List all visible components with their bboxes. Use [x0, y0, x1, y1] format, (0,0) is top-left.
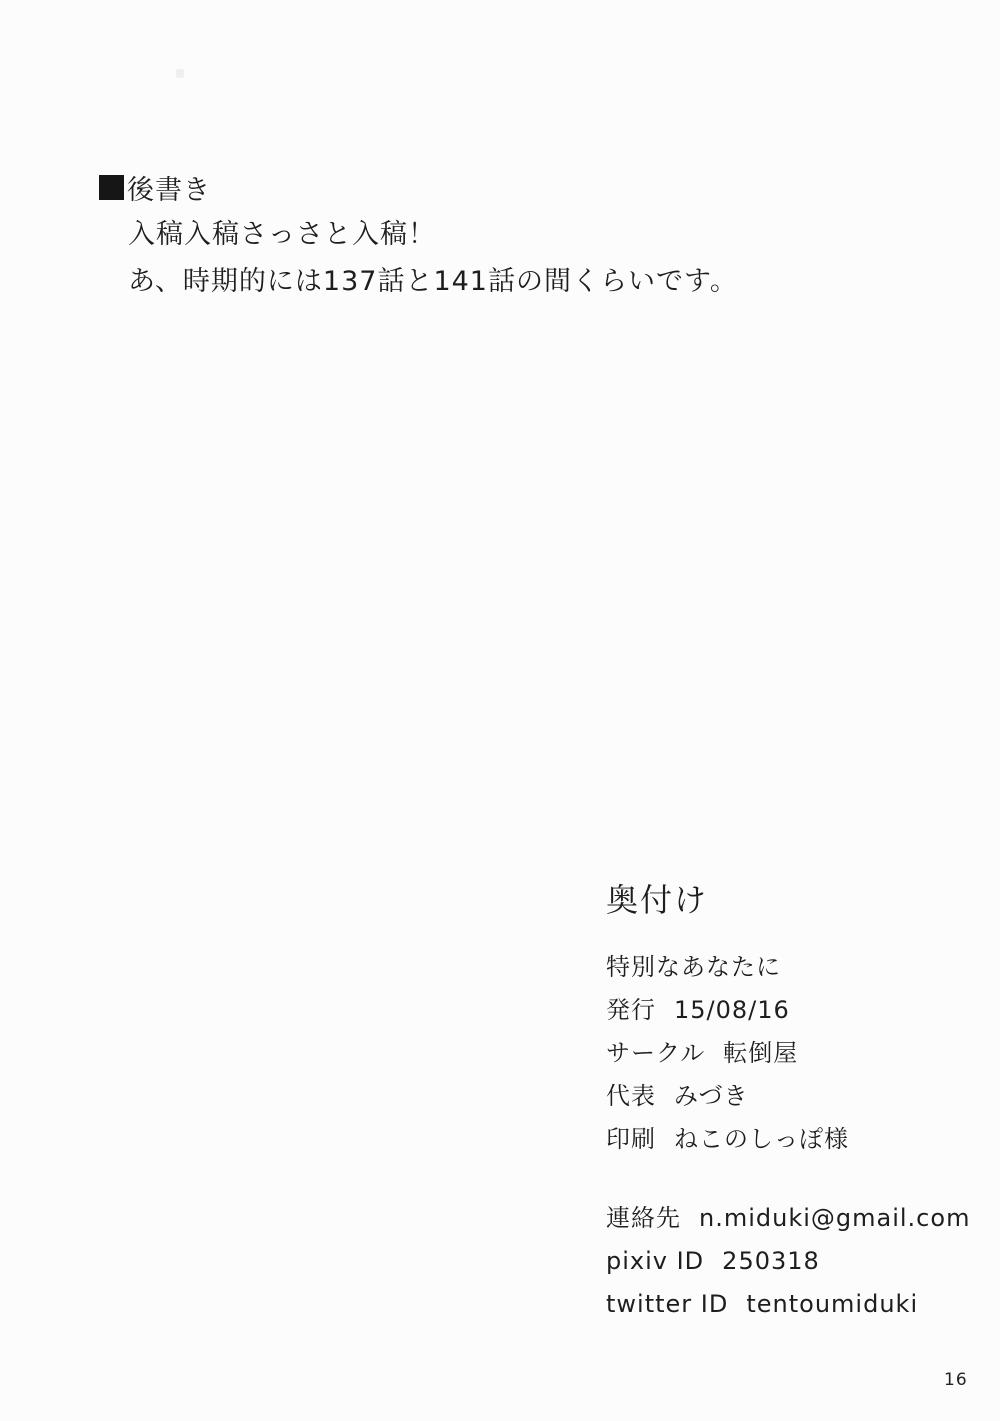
twitter-id-value: tentoumiduki [746, 1290, 919, 1318]
twitter-id-label: twitter ID [606, 1290, 729, 1318]
page-number: 16 [944, 1370, 968, 1390]
afterword-heading-text: 後書き [127, 174, 211, 206]
afterword-heading [99, 163, 738, 211]
circle-label: サークル [606, 1039, 706, 1067]
pixiv-id-value: 250318 [722, 1247, 820, 1275]
publish-date-value: 15/08/16 [674, 996, 790, 1024]
printer-row [606, 1118, 976, 1161]
publish-date-label: 発行 [606, 996, 656, 1024]
afterword-line-2: あ、時期的には137話と141話の間くらいです。 [128, 266, 738, 297]
printer-value: ねこのしっぽ様 [674, 1125, 849, 1153]
representative-value: みづき [674, 1082, 749, 1110]
contact-email-value: n.miduki@gmail.com [699, 1204, 971, 1232]
afterword-body [128, 211, 738, 305]
twitter-id-row [606, 1283, 976, 1326]
black-square-bullet [99, 175, 124, 200]
colophon-section [606, 876, 976, 1326]
representative-label: 代表 [606, 1082, 656, 1110]
contact-email-label: 連絡先 [606, 1204, 681, 1232]
contact-email-row [606, 1197, 976, 1240]
afterword-section [99, 163, 738, 305]
printer-label: 印刷 [606, 1125, 656, 1153]
circle-row [606, 1032, 976, 1075]
book-title: 特別なあなたに [606, 953, 781, 981]
afterword-line-1: 入稿入稿さっさと入稿！ [128, 219, 436, 250]
publish-date-row [606, 989, 976, 1032]
book-title-row [606, 946, 976, 989]
representative-row [606, 1075, 976, 1118]
circle-value: 転倒屋 [723, 1039, 799, 1067]
pixiv-id-label: pixiv ID [606, 1247, 705, 1275]
colophon-rows [606, 946, 976, 1161]
scan-artifact-dot [176, 69, 184, 78]
colophon-title: 奥付け [606, 881, 709, 919]
contact-rows [606, 1197, 976, 1326]
pixiv-id-row [606, 1240, 976, 1283]
